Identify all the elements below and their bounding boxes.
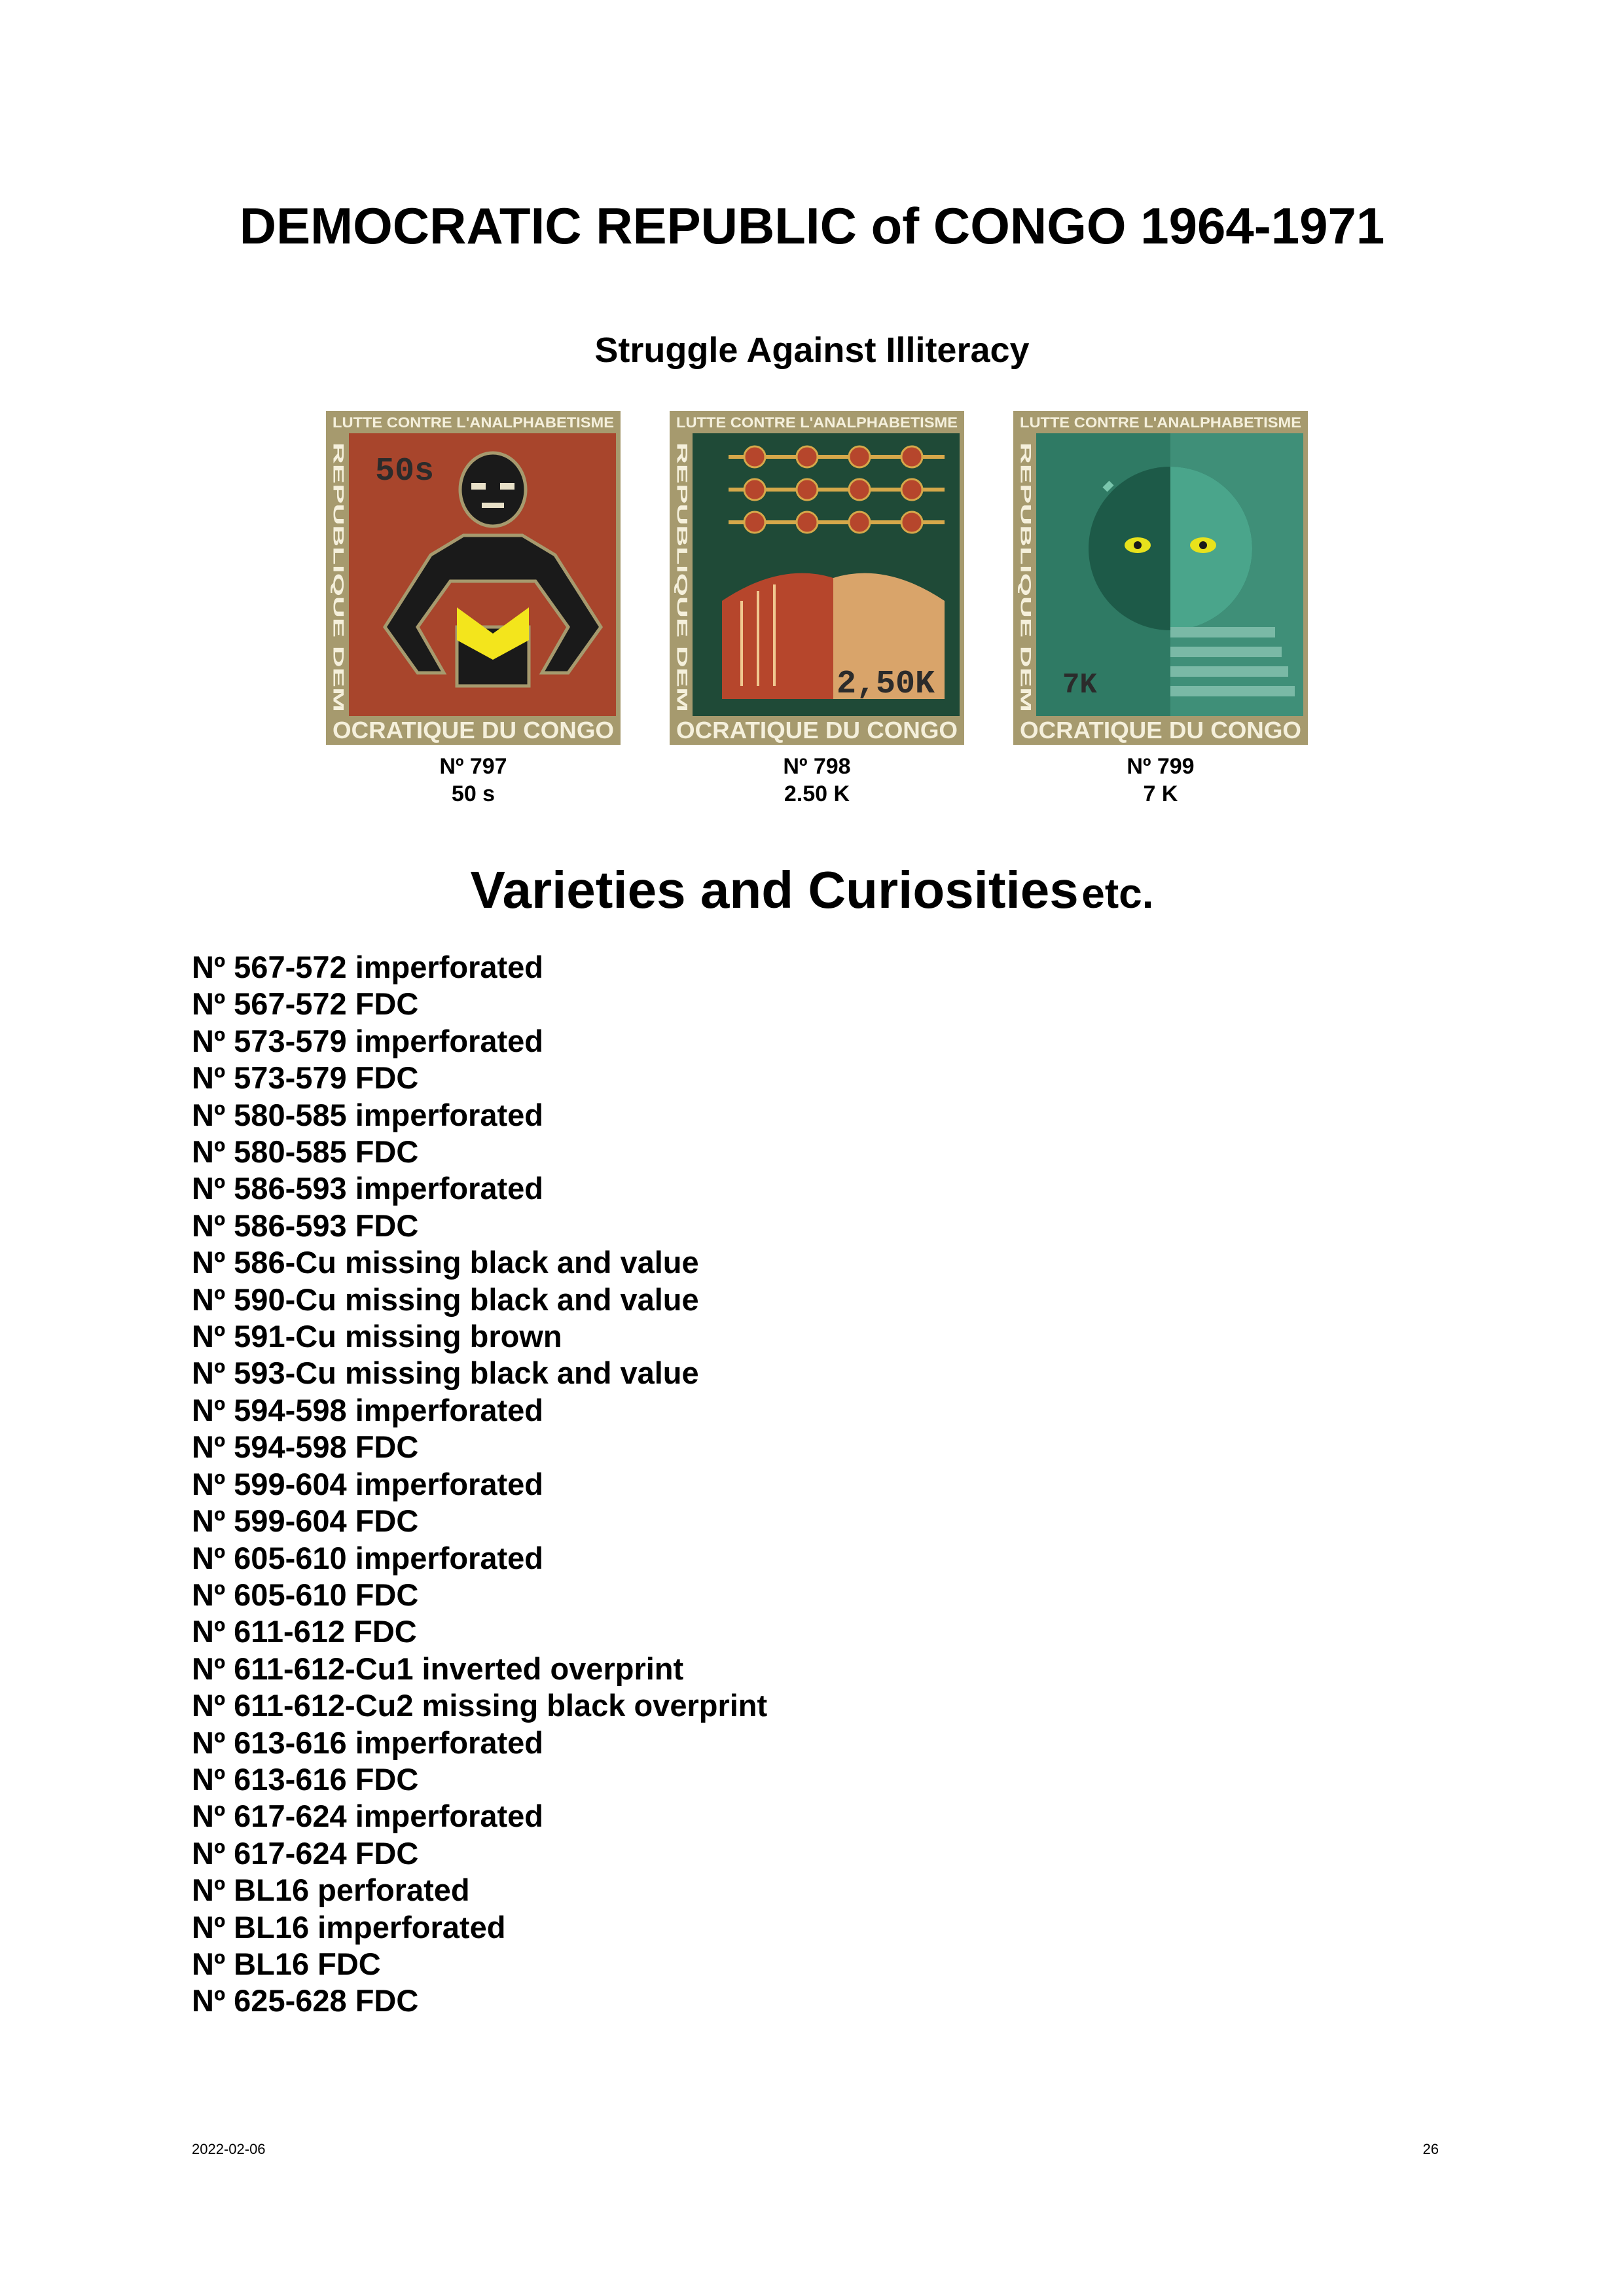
list-item: Nº 594-598 FDC [192, 1429, 419, 1465]
list-item: Nº 586-593 imperforated [192, 1171, 543, 1206]
stamp-image-798 [670, 411, 964, 745]
stamp-side-text: REPUBLIQUE DEM [1017, 442, 1034, 573]
stamp-caption-798 [670, 753, 964, 808]
list-item: Nº 586-593 FDC [192, 1208, 419, 1243]
list-item: Nº 613-616 FDC [192, 1761, 419, 1797]
stamp-caption-797 [326, 753, 621, 808]
stamp-bottom-text: OCRATIQUE DU CONGO [676, 717, 958, 744]
page-title: DEMOCRATIC REPUBLIC of CONGO 1964-1971 [239, 197, 1385, 255]
stamp-number: Nº 798 [783, 754, 851, 779]
list-item: Nº BL16 perforated [192, 1873, 470, 1908]
list-item: Nº 573-579 imperforated [192, 1023, 543, 1058]
footer-page-number: 26 [1422, 2141, 1439, 2157]
stamp-top-text: LUTTE CONTRE L'ANALPHABETISME [1020, 414, 1301, 431]
stamp-caption-799 [1013, 753, 1308, 808]
varieties-heading-suffix: etc. [1081, 870, 1154, 917]
list-item: Nº 593-Cu missing black and value [192, 1355, 699, 1391]
varieties-list [192, 949, 767, 2020]
list-item: Nº 613-616 imperforated [192, 1725, 543, 1760]
list-item: Nº 605-610 FDC [192, 1577, 419, 1612]
open-book [722, 573, 833, 699]
stamp-value-on-stamp: 2,50K [837, 666, 935, 703]
varieties-heading [0, 857, 1624, 938]
list-item: Nº 591-Cu missing brown [192, 1319, 562, 1354]
stamp-image-799 [1013, 411, 1308, 745]
stamp-side-text: REPUBLIQUE DEM [674, 442, 691, 573]
stamp-number: Nº 799 [1127, 754, 1195, 779]
list-item: Nº 580-585 FDC [192, 1134, 419, 1170]
stamp-number: Nº 797 [439, 754, 507, 779]
footer-date: 2022-02-06 [192, 2141, 266, 2157]
stamp-top-text: LUTTE CONTRE L'ANALPHABETISME [676, 414, 958, 431]
list-item: Nº 611-612 FDC [192, 1614, 417, 1649]
stamp-value-on-stamp: 7K [1062, 669, 1097, 702]
varieties-heading-main: Varieties and Curiosities [470, 861, 1079, 919]
list-item: Nº 625-628 FDC [192, 1983, 419, 2018]
list-item: Nº 567-572 FDC [192, 986, 419, 1022]
list-item: Nº 611-612-Cu1 inverted overprint [192, 1651, 684, 1686]
stamp-bottom-text: OCRATIQUE DU CONGO [1020, 717, 1301, 744]
list-item: Nº 605-610 imperforated [192, 1540, 543, 1575]
list-item: Nº BL16 imperforated [192, 1909, 506, 1945]
list-item: Nº 573-579 FDC [192, 1060, 419, 1096]
list-item: Nº 594-598 imperforated [192, 1392, 543, 1427]
stamp-bottom-text: OCRATIQUE DU CONGO [333, 717, 614, 744]
stamp-image-797 [326, 411, 621, 745]
list-item: Nº 580-585 imperforated [192, 1097, 543, 1132]
list-item: Nº 567-572 imperforated [192, 950, 543, 984]
list-item: Nº 611-612-Cu2 missing black overprint [192, 1688, 768, 1723]
set-subtitle: Struggle Against Illiteracy [594, 331, 1030, 370]
list-item: Nº 586-Cu missing black and value [192, 1245, 699, 1280]
list-item: Nº 599-604 FDC [192, 1503, 419, 1539]
list-item: Nº 617-624 imperforated [192, 1799, 543, 1834]
stamp-side-text: REPUBLIQUE DEM [330, 442, 347, 573]
stamp-top-text: LUTTE CONTRE L'ANALPHABETISME [333, 414, 614, 431]
stamp-value: 2.50 K [784, 781, 850, 806]
list-item: Nº 599-604 imperforated [192, 1466, 543, 1501]
stamp-value: 50 s [451, 781, 496, 806]
stamp-value-on-stamp: 50s [375, 453, 435, 490]
list-item: Nº BL16 FDC [192, 1946, 381, 1981]
list-item: Nº 590-Cu missing black and value [192, 1282, 699, 1317]
stamp-value: 7 K [1143, 781, 1178, 806]
list-item: Nº 617-624 FDC [192, 1835, 419, 1871]
